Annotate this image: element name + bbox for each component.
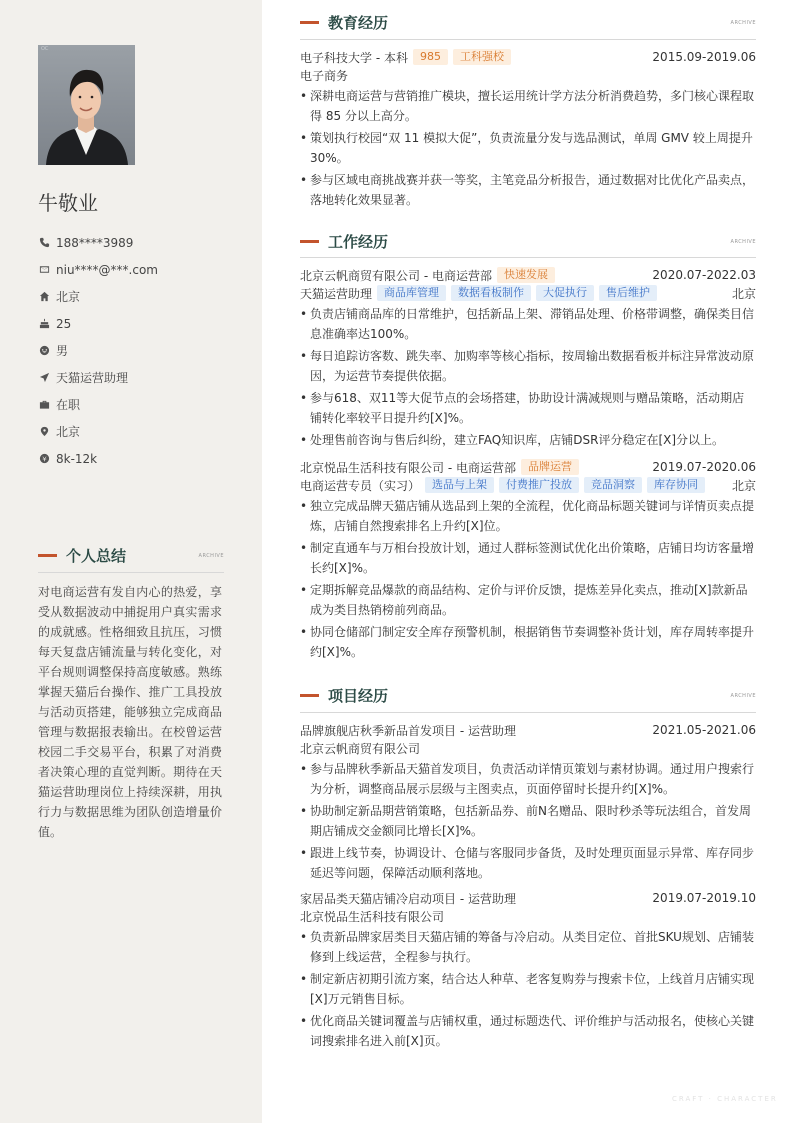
info-gender-text: 男 [56,344,69,358]
project-org: 北京云帆商贸有限公司 [300,741,421,756]
gender-icon [38,345,50,357]
job-entry [300,266,756,452]
section-accent-bar [300,21,319,24]
education-period: 2015.09-2019.06 [652,50,756,64]
project-name-row [300,889,756,907]
info-city-text: 北京 [56,290,81,304]
project-entry [300,889,756,1053]
section-accent-bar [300,240,319,243]
list-item: • 负责新品牌家居类目天猫店铺的筹备与冷启动。从类目定位、首批SKU规划、店铺装修到上线运营，全程参与执行。 [300,927,756,967]
list-item: • 协助制定新品期营销策略，包括新品券、前N名赠品、限时秒杀等玩法组合，首发周期店铺成交金额同比增长[X]%。 [300,801,756,841]
list-item: • 策划执行校园“双 11 模拟大促”，负责流量分发与选品测试，单周 GMV 较上周提升 30%。 [300,128,756,168]
work-title: 工作经历 [328,233,389,251]
info-phone [38,229,248,256]
skill-tag: 大促执行 [536,285,594,301]
job-city: 北京 [731,478,756,493]
list-item: • 每日追踪访客数、跳失率、加购率等核心指标，按周输出数据看板并标注异常波动原因，为运营节奏提供依据。 [300,346,756,386]
list-item: • 处理售前咨询与售后纠纷，建立FAQ知识库，店铺DSR评分稳定在[X]分以上。 [300,430,756,450]
summary-divider [38,572,224,573]
education-title: 教育经历 [328,14,389,32]
section-tag: ARCHIVE [198,552,224,559]
list-item: • 负责店铺商品库的日常维护，包括新品上架、滞销品处理、价格带调整，确保类目信息准确率达100%。 [300,304,756,344]
job-company-row [300,458,756,476]
major-row [300,66,756,84]
skill-tag: 售后维护 [599,285,657,301]
list-item: • 独立完成品牌天猫店铺从选品到上架的全流程，优化商品标题关键词与详情页卖点提炼，店铺自然搜索排名上升约[X]位。 [300,496,756,536]
summary-text: 对电商运营有发自内心的热爱，享受从数据波动中捕捉用户真实需求的成就感。性格细致且抗压，习惯每天复盘店铺流量与转化变化，对平台规则调整保持高度敏感。熟练掌握天猫后台操作、推广工具投放与活动页搭建，能够独立完成商品管理与数据报表输出。在校曾运营校园二手交易平台，积累了对消费者决策心理的直觉判断。期待在天猫运营助理岗位上持续深耕，用执行力与数据思维为团队创造增量价值。 [38,585,222,839]
location-pin-icon [38,426,50,438]
project-entry [300,721,756,885]
info-gender [38,337,248,364]
info-city [38,283,248,310]
education-entry [300,48,756,212]
job-bullets [300,304,756,450]
briefcase-icon [38,399,50,411]
company-tag: 品牌运营 [521,459,579,475]
info-target-role [38,364,248,391]
school-tag: 工科强校 [453,49,511,65]
company-tag: 快速发展 [497,267,555,283]
school-name: 电子科技大学 - 本科 [300,50,408,65]
photo-mark: OC [41,46,49,52]
project-org-row [300,907,756,925]
info-salary [38,445,248,472]
info-target-role-text: 天猫运营助理 [56,371,129,385]
info-email [38,256,248,283]
job-company: 北京悦品生活科技有限公司 - 电商运营部 [300,460,516,475]
section-accent-bar [300,694,319,697]
job-bullets [300,496,756,662]
project-period: 2019.07-2019.10 [652,891,756,905]
skill-tag: 数据看板制作 [451,285,531,301]
info-location-text: 北京 [56,425,81,439]
education-header [300,12,756,33]
skill-tag: 选品与上架 [425,477,494,493]
profile-photo [38,45,135,165]
project-bullets [300,759,756,883]
skill-tag: 付费推广投放 [499,477,579,493]
section-tag: ARCHIVE [730,238,756,245]
list-item: • 优化商品关键词覆盖与店铺权重，通过标题迭代、评价维护与活动报名，使核心关键词搜索排名进入前[X]页。 [300,1011,756,1051]
home-icon [38,291,50,303]
mail-icon [38,264,50,276]
list-item: • 定期拆解竞品爆款的商品结构、定价与评价反馈，提炼差异化卖点，推动[X]款新品成为类目热销榜前列商品。 [300,580,756,620]
job-company: 北京云帆商贸有限公司 - 电商运营部 [300,268,492,283]
info-age-text: 25 [56,316,72,331]
job-company-row [300,266,756,284]
send-icon [38,372,50,384]
project-name: 品牌旗舰店秋季新品首发项目 - 运营助理 [300,723,516,738]
cake-icon [38,318,50,330]
info-location [38,418,248,445]
main-content [300,0,756,1123]
salary-icon [38,453,50,465]
work-divider [300,257,756,258]
projects-header [300,685,756,706]
project-org: 北京悦品生活科技有限公司 [300,909,445,924]
info-status [38,391,248,418]
list-item: • 协同仓储部门制定安全库存预警机制，根据销售节奏调整补货计划，库存周转率提升约[X]%。 [300,622,756,662]
skill-tag: 竞品洞察 [584,477,642,493]
education-divider [300,39,756,40]
job-role: 天猫运营助理 [300,286,373,301]
project-bullets [300,927,756,1051]
info-salary-text: 8k-12k [56,451,98,466]
education-row [300,48,756,66]
school-tag: 985 [413,49,448,65]
section-tag: ARCHIVE [730,692,756,699]
project-org-row [300,739,756,757]
info-age [38,310,248,337]
list-item: • 参与618、双11等大促节点的会场搭建，协助设计满减规则与赠品策略，活动期店铺转化率较平日提升约[X]%。 [300,388,756,428]
project-period: 2021.05-2021.06 [652,723,756,737]
skill-tag: 库存协同 [647,477,705,493]
education-bullets [300,86,756,210]
section-accent-bar [38,554,57,557]
info-phone-text: 188****3989 [56,235,134,250]
projects-title: 项目经历 [328,687,389,705]
project-name: 家居品类天猫店铺冷启动项目 - 运营助理 [300,891,516,906]
projects-divider [300,712,756,713]
list-item: • 制定直通车与万相台投放计划，通过人群标签测试优化出价策略，店铺日均访客量增长约[X]%。 [300,538,756,578]
job-city: 北京 [731,286,756,301]
sidebar [0,0,262,1123]
job-role: 电商运营专员（实习） [300,478,421,493]
list-item: • 参与区域电商挑战赛并获一等奖，主笔竞品分析报告，通过数据对比优化产品卖点，落地转化效果显著。 [300,170,756,210]
project-name-row [300,721,756,739]
list-item: • 参与品牌秋季新品天猫首发项目，负责活动详情页策划与素材协调。通过用户搜索行为分析，调整商品展示层级与主图卖点，页面停留时长提升约[X]%。 [300,759,756,799]
job-entry [300,458,756,664]
summary-header [38,545,224,566]
watermark: CRAFT · CHARACTER [672,1095,778,1103]
major-name: 电子商务 [300,68,349,83]
list-item: • 深耕电商运营与营销推广模块，擅长运用统计学方法分析消费趋势，多门核心课程取得 85 分以上高分。 [300,86,756,126]
info-status-text: 在职 [56,398,81,412]
work-header [300,231,756,252]
candidate-name: 牛敬业 [38,191,98,215]
contact-info-list [38,229,248,472]
info-email-text: niu****@***.com [56,262,158,277]
section-tag: ARCHIVE [730,19,756,26]
phone-icon [38,237,50,249]
job-period: 2019.07-2020.06 [652,460,756,474]
skill-tag: 商品库管理 [377,285,446,301]
job-role-row [300,476,756,494]
job-period: 2020.07-2022.03 [652,268,756,282]
summary-title: 个人总结 [66,547,127,565]
list-item: • 制定新店初期引流方案，结合达人种草、老客复购券与搜索卡位，上线首月店铺实现[X]万元销售目标。 [300,969,756,1009]
job-role-row [300,284,756,302]
list-item: • 跟进上线节奏，协调设计、仓储与客服同步备货，及时处理页面显示异常、库存同步延迟等问题，保障活动顺利落地。 [300,843,756,883]
